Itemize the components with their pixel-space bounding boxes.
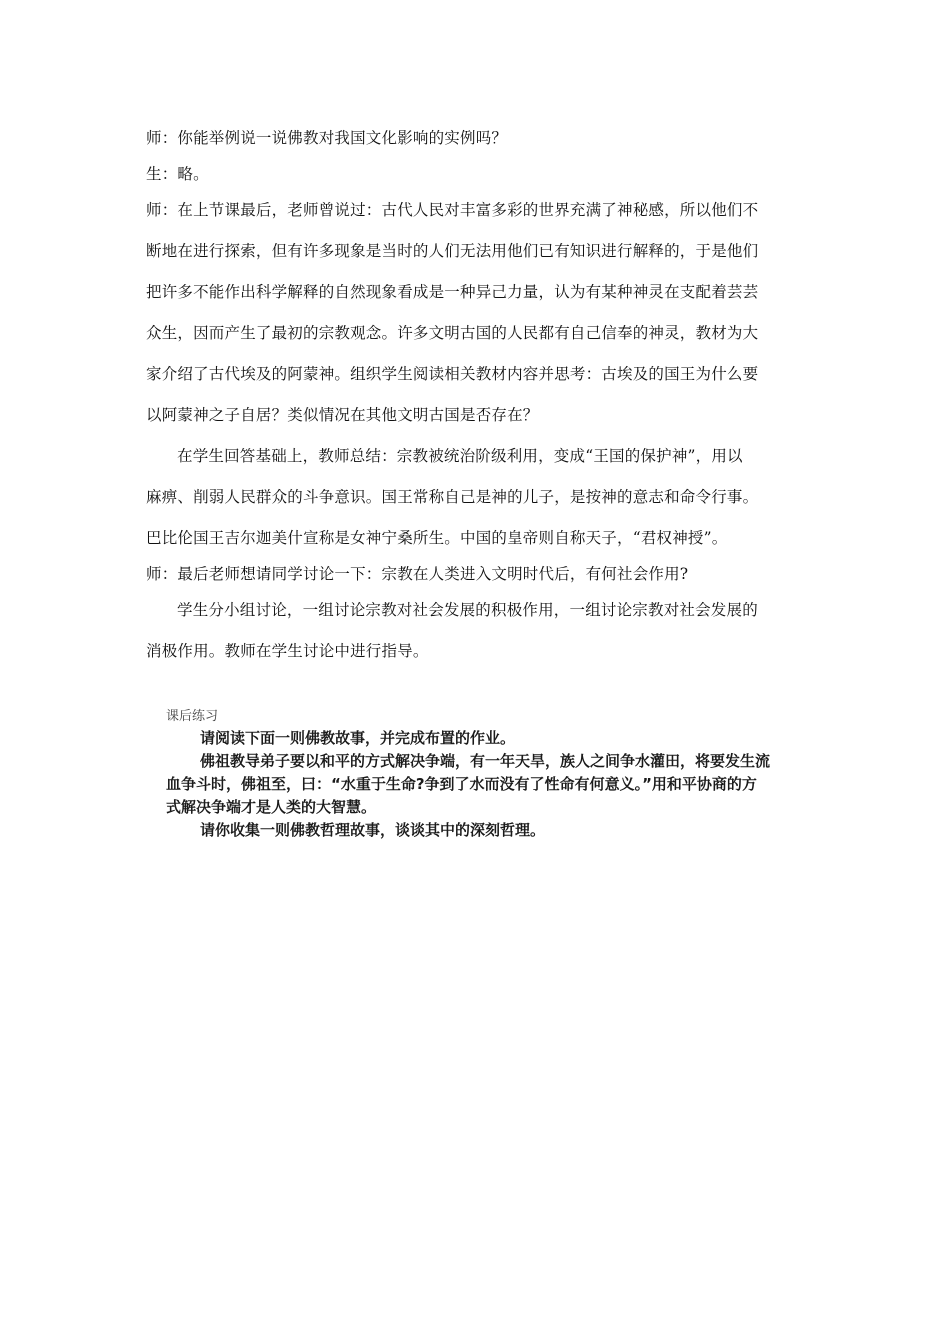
lesson-line: 以阿蒙神之子自居？类似情况在其他文明古国是否存在？ xyxy=(146,406,539,424)
lesson-line: 家介绍了古代埃及的阿蒙神。组织学生阅读相关教材内容并思考：古埃及的国王为什么要 xyxy=(146,365,759,383)
lesson-line-discussion: 师：最后老师想请同学讨论一下：宗教在人类进入文明时代后，有何社会作用? xyxy=(146,565,689,583)
exercise-story-line: 佛祖教导弟子要以和平的方式解决争端，有一年天旱，族人之间争水灌田，将要发生流 xyxy=(200,752,771,770)
exercise-story-line: 式解决争端才是人类的大智慧。 xyxy=(166,798,377,816)
lesson-line-summary: 在学生回答基础上，教师总结：宗教被统治阶级利用，变成“王国的保护神”，用以 xyxy=(177,447,743,465)
after-class-exercise xyxy=(166,707,826,842)
lesson-line-teacher-question: 师：你能举例说一说佛教对我国文化影响的实例吗？ xyxy=(146,129,508,147)
lesson-line: 师：在上节课最后，老师曾说过：古代人民对丰富多彩的世界充满了神秘感，所以他们不 xyxy=(146,201,759,219)
exercise-task-line: 请你收集一则佛教哲理故事，谈谈其中的深刻哲理。 xyxy=(200,821,546,839)
lesson-line: 断地在进行探索，但有许多现象是当时的人们无法用他们已有知识进行解释的，于是他们 xyxy=(146,242,759,260)
lesson-line: 巴比伦国王吉尔迦美什宣称是女神宁桑所生。中国的皇帝则自称天子，“君权神授”。 xyxy=(146,529,728,547)
exercise-line: 请阅读下面一则佛教故事，并完成布置的作业。 xyxy=(200,729,516,747)
exercise-story-line: 血争斗时，佛祖至，曰：“水重于生命?争到了水而没有了性命有何意义。”用和平协商的方 xyxy=(166,775,757,793)
lesson-line: 消极作用。教师在学生讨论中进行指导。 xyxy=(146,642,429,660)
exercise-title: 课后练习 xyxy=(166,709,219,724)
lesson-line: 众生，因而产生了最初的宗教观念。许多文明古国的人民都有自己信奉的神灵，教材为大 xyxy=(146,324,759,342)
lesson-line: 麻痹、削弱人民群众的斗争意识。国王常称自己是神的儿子，是按神的意志和命令行事。 xyxy=(146,488,759,506)
lesson-line-group-work: 学生分小组讨论，一组讨论宗教对社会发展的积极作用，一组讨论宗教对社会发展的 xyxy=(177,601,758,619)
lesson-body xyxy=(146,128,810,662)
lesson-line: 把许多不能作出科学解释的自然现象看成是一种异己力量，认为有某种神灵在支配着芸芸 xyxy=(146,283,759,301)
lesson-line-student-answer: 生：略。 xyxy=(146,165,209,183)
